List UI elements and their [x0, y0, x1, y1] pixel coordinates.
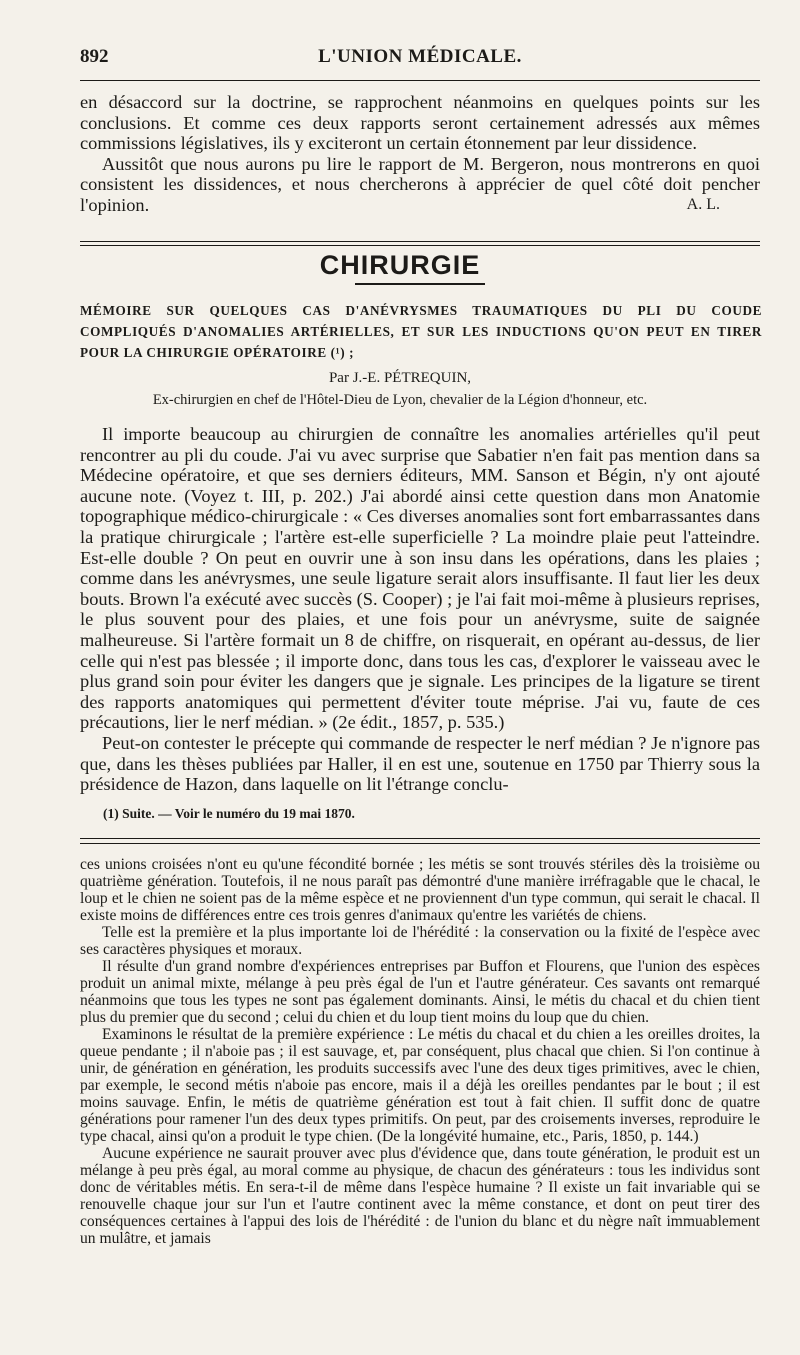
header-rule [80, 80, 760, 81]
feuilleton-paragraph: Examinons le résultat de la première expérience : Le métis du chacal et du chien a les oreilles droites, la queue pendante ; il n'aboie pas ; il est sauvage, et, par conséquent, plus chacal que chien. Si l'on continue à unir, de génération en génération, les produits successifs avec l'une des deux tiges primitives, avec le chien, par exemple, le second métis n'aboie pas encore, mais il a déjà les oreilles pendantes par le bout ; il est moins sauvage. Enfin, le métis de quatrième génération est tout à fait chien. Il suffit donc de quatre générations pour ramener l'un des deux types primitifs. On peut, par des croisements inverses, reproduire le type chacal, ainsi qu'on a produit le type chien. (De la longévité humaine, etc., Paris, 1850, p. 144.) [80, 1026, 760, 1145]
section-rule [80, 241, 760, 242]
feuilleton-paragraph: Il résulte d'un grand nombre d'expériences entreprises par Buffon et Flourens, que l'union des espèces produit un animal mixte, mélange à peu près égal de l'un et l'autre générateur. Ces savants ont remarqué néanmoins que tous les types ne sont pas également dominants. Ainsi, le métis du chacal et du chien tient plus du premier que du second ; celui du chien et du loup tient moins du loup que du chien. [80, 958, 760, 1026]
author-affiliation: Ex-chirurgien en chef de l'Hôtel-Dieu de Lyon, chevalier de la Légion d'honneur, etc. [152, 392, 648, 408]
article-title: MÉMOIRE SUR QUELQUES CAS D'ANÉVRYSMES TRAUMATIQUES DU PLI DU COUDE COMPLIQUÉS D'ANOMALIES ARTÉRIELLES, ET SUR LES INDUCTIONS QU'ON PEUT EN TIRER POUR LA CHIRURGIE OPÉRATOIRE (¹) ; [80, 303, 762, 360]
section-title-underline [355, 283, 485, 285]
article-byline: Par J.-E. PÉTREQUIN, [328, 370, 472, 386]
section-title: CHIRURGIE [319, 250, 481, 280]
page-number: 892 [80, 46, 109, 67]
section-rule [80, 245, 760, 246]
page-header [80, 40, 760, 76]
article-body [80, 424, 760, 795]
feuilleton-paragraph: Telle est la première et la plus importante loi de l'hérédité : la conservation ou la fixité de l'espèce avec ses caractères physiques et moraux. [80, 924, 760, 958]
feuilleton-rule [80, 843, 760, 844]
running-title: L'UNION MÉDICALE. [318, 46, 522, 67]
intro-paragraph: en désaccord sur la doctrine, se rapprochent néanmoins en quelques points sur les conclusions. Et comme ces deux rapports seront certainement adressés aux mêmes commissions législatives, ils y exciteront un certain étonnement par leur dissidence. [80, 92, 760, 154]
feuilleton-paragraph: ces unions croisées n'ont eu qu'une fécondité bornée ; les métis se sont trouvés stériles dès la troisième ou quatrième génération. Toutefois, il ne nous paraît pas démontré d'une manière irréfragable que le chacal, le loup et le chien ne soient pas de la même espèce et ne proviennent d'un type commun, qui serait le chacal. Il existe moins de différences entre ces trois genres d'animaux qu'entre les variétés de chiens. [80, 856, 760, 924]
intro-paragraph: Aussitôt que nous aurons pu lire le rapport de M. Bergeron, nous montrerons en quoi consistent les dissidences, et nous chercherons à apprécier de quel côté doit pencher l'opinion. [80, 153, 760, 215]
feuilleton-rule [80, 838, 760, 839]
feuilleton-paragraph: Aucune expérience ne saurait prouver avec plus d'évidence que, dans toute génération, le produit est un mélange à peu près égal, au moral comme au physique, de chacun des générateurs : tous les individus sont donc de véritables métis. En sera-t-il de même dans l'espèce humaine ? Il existe un fait invariable qui se renouvelle chaque jour sur l'un et l'autre continent avec la même constance, et dont on peut tirer des conséquences certaines à l'appui des lois de l'hérédité : de l'union du blanc et du nègre naît immuablement un mulâtre, et jamais [80, 1145, 760, 1247]
article-paragraph: Il importe beaucoup au chirurgien de connaître les anomalies artérielles qu'il peut rencontrer au pli du coude. J'ai vu avec surprise que Sabatier n'en fait pas mention dans sa Médecine opératoire, et que ses derniers éditeurs, MM. Sanson et Bégin, n'y ont ajouté aucune note. (Voyez t. III, p. 202.) J'ai abordé ainsi cette question dans mon Anatomie topographique médico-chirurgicale : « Ces diverses anomalies sont fort embarrassantes dans la pratique chirurgicale ; l'artère est-elle superficielle ? La moindre plaie peut l'atteindre. Est-elle double ? On peut en ouvrir une à son insu dans les opérations, dans les plaies ; comme dans les anévrysmes, une seule ligature serait alors insuffisante. Il faut lier les deux bouts. Brown l'a exécuté avec succès (S. Cooper) ; je l'ai fait moi-même à plusieurs reprises, le plus souvent pour des plaies, et une fois pour un anévrysme, suite de saignée malheureuse. Si l'artère formait un 8 de chiffre, on risquerait, en opérant au-dessus, de lier celle qui n'est pas blessée ; il importe donc, dans tous les cas, d'explorer le vaisseau avec le plus grand soin pour éviter les dangers que je signale. Les principes de la ligature se tirent des rapports anatomiques qui permettent d'éviter toute méprise. J'ai vu, faute de ces précautions, lier le nerf médian. » (2e édit., 1857, p. 535.) [80, 424, 760, 733]
footnote: (1) Suite. — Voir le numéro du 19 mai 1870. [103, 806, 355, 821]
feuilleton-text [80, 856, 760, 1247]
article-paragraph: Peut-on contester le précepte qui commande de respecter le nerf médian ? Je n'ignore pas que, dans les thèses publiées par Haller, il en est une, soutenue en 1750 par Thierry sous la présidence de Hazon, dans laquelle on lit l'étrange conclu- [80, 732, 760, 795]
intro-text [80, 92, 760, 214]
author-signature: A. L. [686, 195, 720, 213]
